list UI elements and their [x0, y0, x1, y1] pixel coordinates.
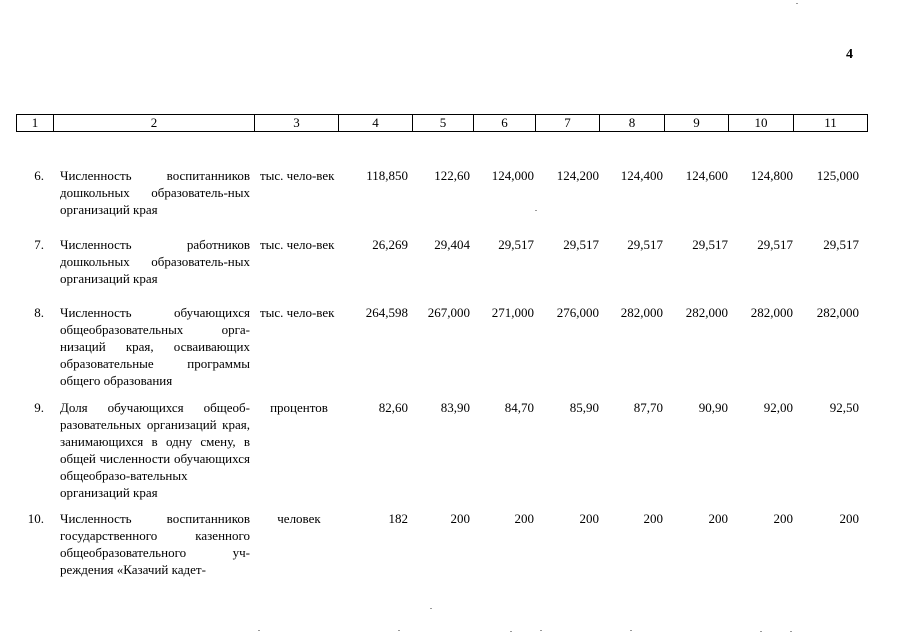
value-cell: 122,60 — [434, 168, 470, 183]
scan-speck — [630, 630, 632, 631]
value-cell: 92,00 — [763, 400, 793, 415]
value-cell: 29,517 — [563, 237, 599, 252]
value-cell: 124,200 — [556, 168, 599, 183]
value-cell: 29,517 — [498, 237, 534, 252]
value-cell: 29,517 — [757, 237, 793, 252]
value-cell: 29,517 — [823, 237, 859, 252]
header-col-9: 9 — [665, 115, 729, 132]
page-number: 4 — [846, 47, 853, 62]
value-cell: 200 — [839, 511, 859, 526]
value-cell: 264,598 — [365, 305, 408, 320]
value-cell: 276,000 — [556, 305, 599, 320]
value-cell: 29,517 — [692, 237, 728, 252]
value-cell: 200 — [450, 511, 470, 526]
value-cell: 90,90 — [698, 400, 728, 415]
value-cell: 87,70 — [633, 400, 663, 415]
indicator-name: Численность воспитанников государственного казенного общеобразовательного уч-реждения «Казачий кадет- — [60, 511, 250, 577]
header-col-11: 11 — [794, 115, 868, 132]
value-cell: 26,269 — [372, 237, 408, 252]
value-cell: 118,850 — [366, 168, 408, 183]
value-cell: 182 — [388, 511, 408, 526]
value-cell: 267,000 — [427, 305, 470, 320]
row-number: 9. — [34, 400, 44, 415]
value-cell: 271,000 — [491, 305, 534, 320]
value-cell: 282,000 — [750, 305, 793, 320]
row-number: 10. — [27, 511, 44, 526]
indicator-name: Доля обучающихся общеоб-разовательных организаций края, занимающихся в одну смену, в общей численности обучающихся общеобразо-вательных организаций края — [60, 400, 250, 500]
header-col-2: 2 — [54, 115, 255, 132]
value-cell: 125,000 — [816, 168, 859, 183]
header-col-6: 6 — [474, 115, 536, 132]
value-cell: 282,000 — [685, 305, 728, 320]
value-cell: 282,000 — [620, 305, 663, 320]
scan-speck — [430, 608, 432, 609]
scan-speck — [796, 3, 798, 4]
header-col-7: 7 — [536, 115, 600, 132]
header-col-3: 3 — [255, 115, 339, 132]
scan-speck — [398, 630, 400, 631]
scan-speck — [760, 631, 762, 632]
value-cell: 82,60 — [378, 400, 408, 415]
unit-of-measure: тыс. чело-век — [260, 168, 335, 183]
header-col-1: 1 — [17, 115, 54, 132]
scan-speck — [535, 210, 537, 211]
indicator-name: Численность работников дошкольных образователь-ных организаций края — [60, 237, 250, 286]
value-cell: 124,600 — [685, 168, 728, 183]
value-cell: 200 — [773, 511, 793, 526]
unit-of-measure: процентов — [270, 400, 328, 415]
value-cell: 282,000 — [816, 305, 859, 320]
value-cell: 200 — [643, 511, 663, 526]
value-cell: 200 — [708, 511, 728, 526]
header-col-8: 8 — [600, 115, 665, 132]
value-cell: 83,90 — [440, 400, 470, 415]
value-cell: 200 — [514, 511, 534, 526]
unit-of-measure: тыс. чело-век — [260, 305, 335, 320]
value-cell: 200 — [579, 511, 599, 526]
scan-speck — [540, 630, 542, 631]
header-col-10: 10 — [729, 115, 794, 132]
value-cell: 124,800 — [750, 168, 793, 183]
column-number-header — [16, 114, 868, 132]
indicator-name: Численность обучающихся общеобразовательных орга-низаций края, осваивающих образовательные программы общего образования — [60, 305, 250, 388]
row-number: 6. — [34, 168, 44, 183]
header-col-5: 5 — [413, 115, 474, 132]
indicator-name: Численность воспитанников дошкольных образователь-ных организаций края — [60, 168, 250, 217]
header-col-4: 4 — [339, 115, 413, 132]
unit-of-measure: человек — [277, 511, 321, 526]
row-number: 8. — [34, 305, 44, 320]
value-cell: 124,400 — [620, 168, 663, 183]
value-cell: 85,90 — [569, 400, 599, 415]
value-cell: 124,000 — [491, 168, 534, 183]
value-cell: 92,50 — [829, 400, 859, 415]
scan-speck — [258, 630, 260, 631]
row-number: 7. — [34, 237, 44, 252]
value-cell: 84,70 — [504, 400, 534, 415]
scan-speck — [790, 631, 792, 632]
value-cell: 29,517 — [627, 237, 663, 252]
unit-of-measure: тыс. чело-век — [260, 237, 335, 252]
scan-speck — [510, 631, 512, 632]
value-cell: 29,404 — [434, 237, 470, 252]
